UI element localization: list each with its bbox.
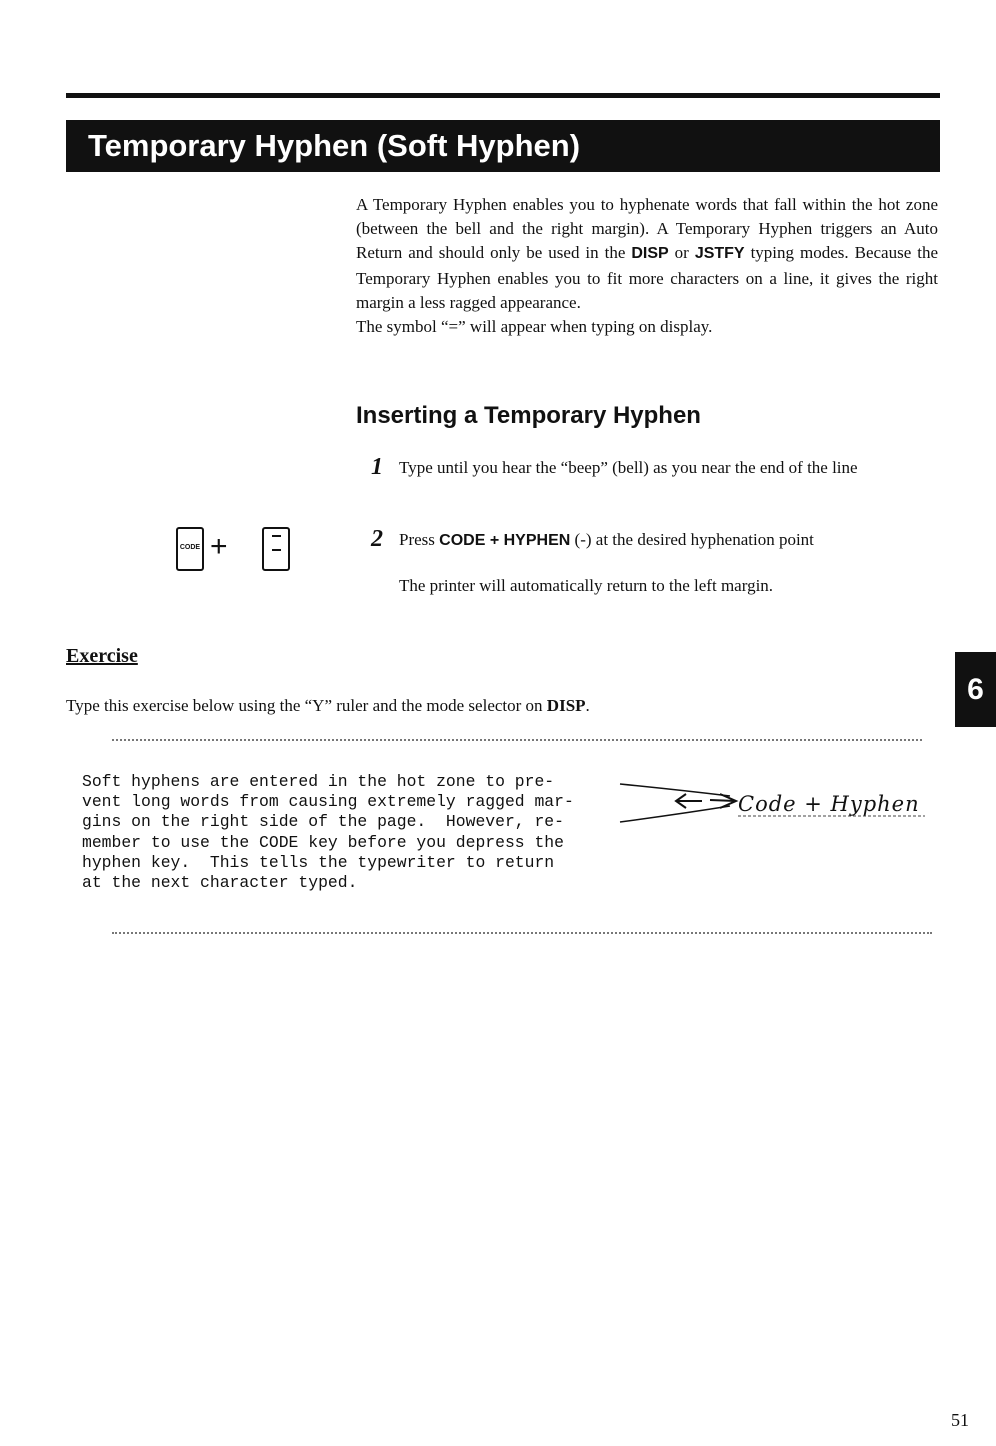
- step-text: Type until you hear the “beep” (bell) as you near the end of the line: [399, 458, 858, 477]
- intro-text: [356, 193, 938, 339]
- top-rule: [66, 93, 940, 98]
- plus-sign: +: [210, 530, 228, 563]
- chapter-tab: 6: [955, 652, 996, 727]
- code-key-icon: CODE: [176, 527, 204, 571]
- section-title: Temporary Hyphen (Soft Hyphen): [66, 120, 940, 172]
- intro-paragraph: A Temporary Hyphen enables you to hyphenate words that fall within the hot zone (between the bell and the right margin). A Temporary Hyphen triggers an Auto Return and should only be used in the DISP or JSTFY typing modes. Because the Temporary Hyphen enables you to fit more characters on a line, it gives the right margin a less ragged appearance.: [356, 195, 938, 312]
- jstfy-mode-label: JSTFY: [694, 245, 745, 263]
- step-note: The printer will automatically return to the left margin.: [399, 576, 774, 595]
- dotted-rule: [112, 739, 922, 745]
- hyphen-key-icon: [262, 527, 290, 571]
- handwritten-annotation: Code + Hyphen: [738, 792, 920, 816]
- key-combo-label: CODE + HYPHEN: [439, 532, 571, 549]
- subsection-title: Inserting a Temporary Hyphen: [356, 402, 701, 429]
- page-number: 51: [951, 1410, 969, 1430]
- symbol-note: The symbol “=” will appear when typing on display.: [356, 317, 713, 337]
- step-text: Press CODE + HYPHEN (-) at the desired hyphenation point: [399, 530, 814, 549]
- dotted-rule: [112, 932, 932, 938]
- exercise-heading: Exercise: [66, 645, 138, 667]
- step-1: [371, 456, 938, 480]
- typed-exercise: Soft hyphens are entered in the hot zone to pre- vent long words from causing extremely ragged mar- gins on the right side of the page. However, re- member to use the CODE key before you depress the hyphen key. This tells the typewriter to return at the next character typed.: [82, 772, 574, 893]
- exercise-instructions: Type this exercise below using the “Y” ruler and the mode selector on DISP.: [66, 696, 590, 715]
- disp-mode-label: DISP: [631, 245, 669, 263]
- step-2: [371, 528, 938, 553]
- step-number: 2: [371, 526, 383, 552]
- code-hyphen-keys-illustration: [176, 523, 306, 573]
- step-number: 1: [371, 454, 383, 480]
